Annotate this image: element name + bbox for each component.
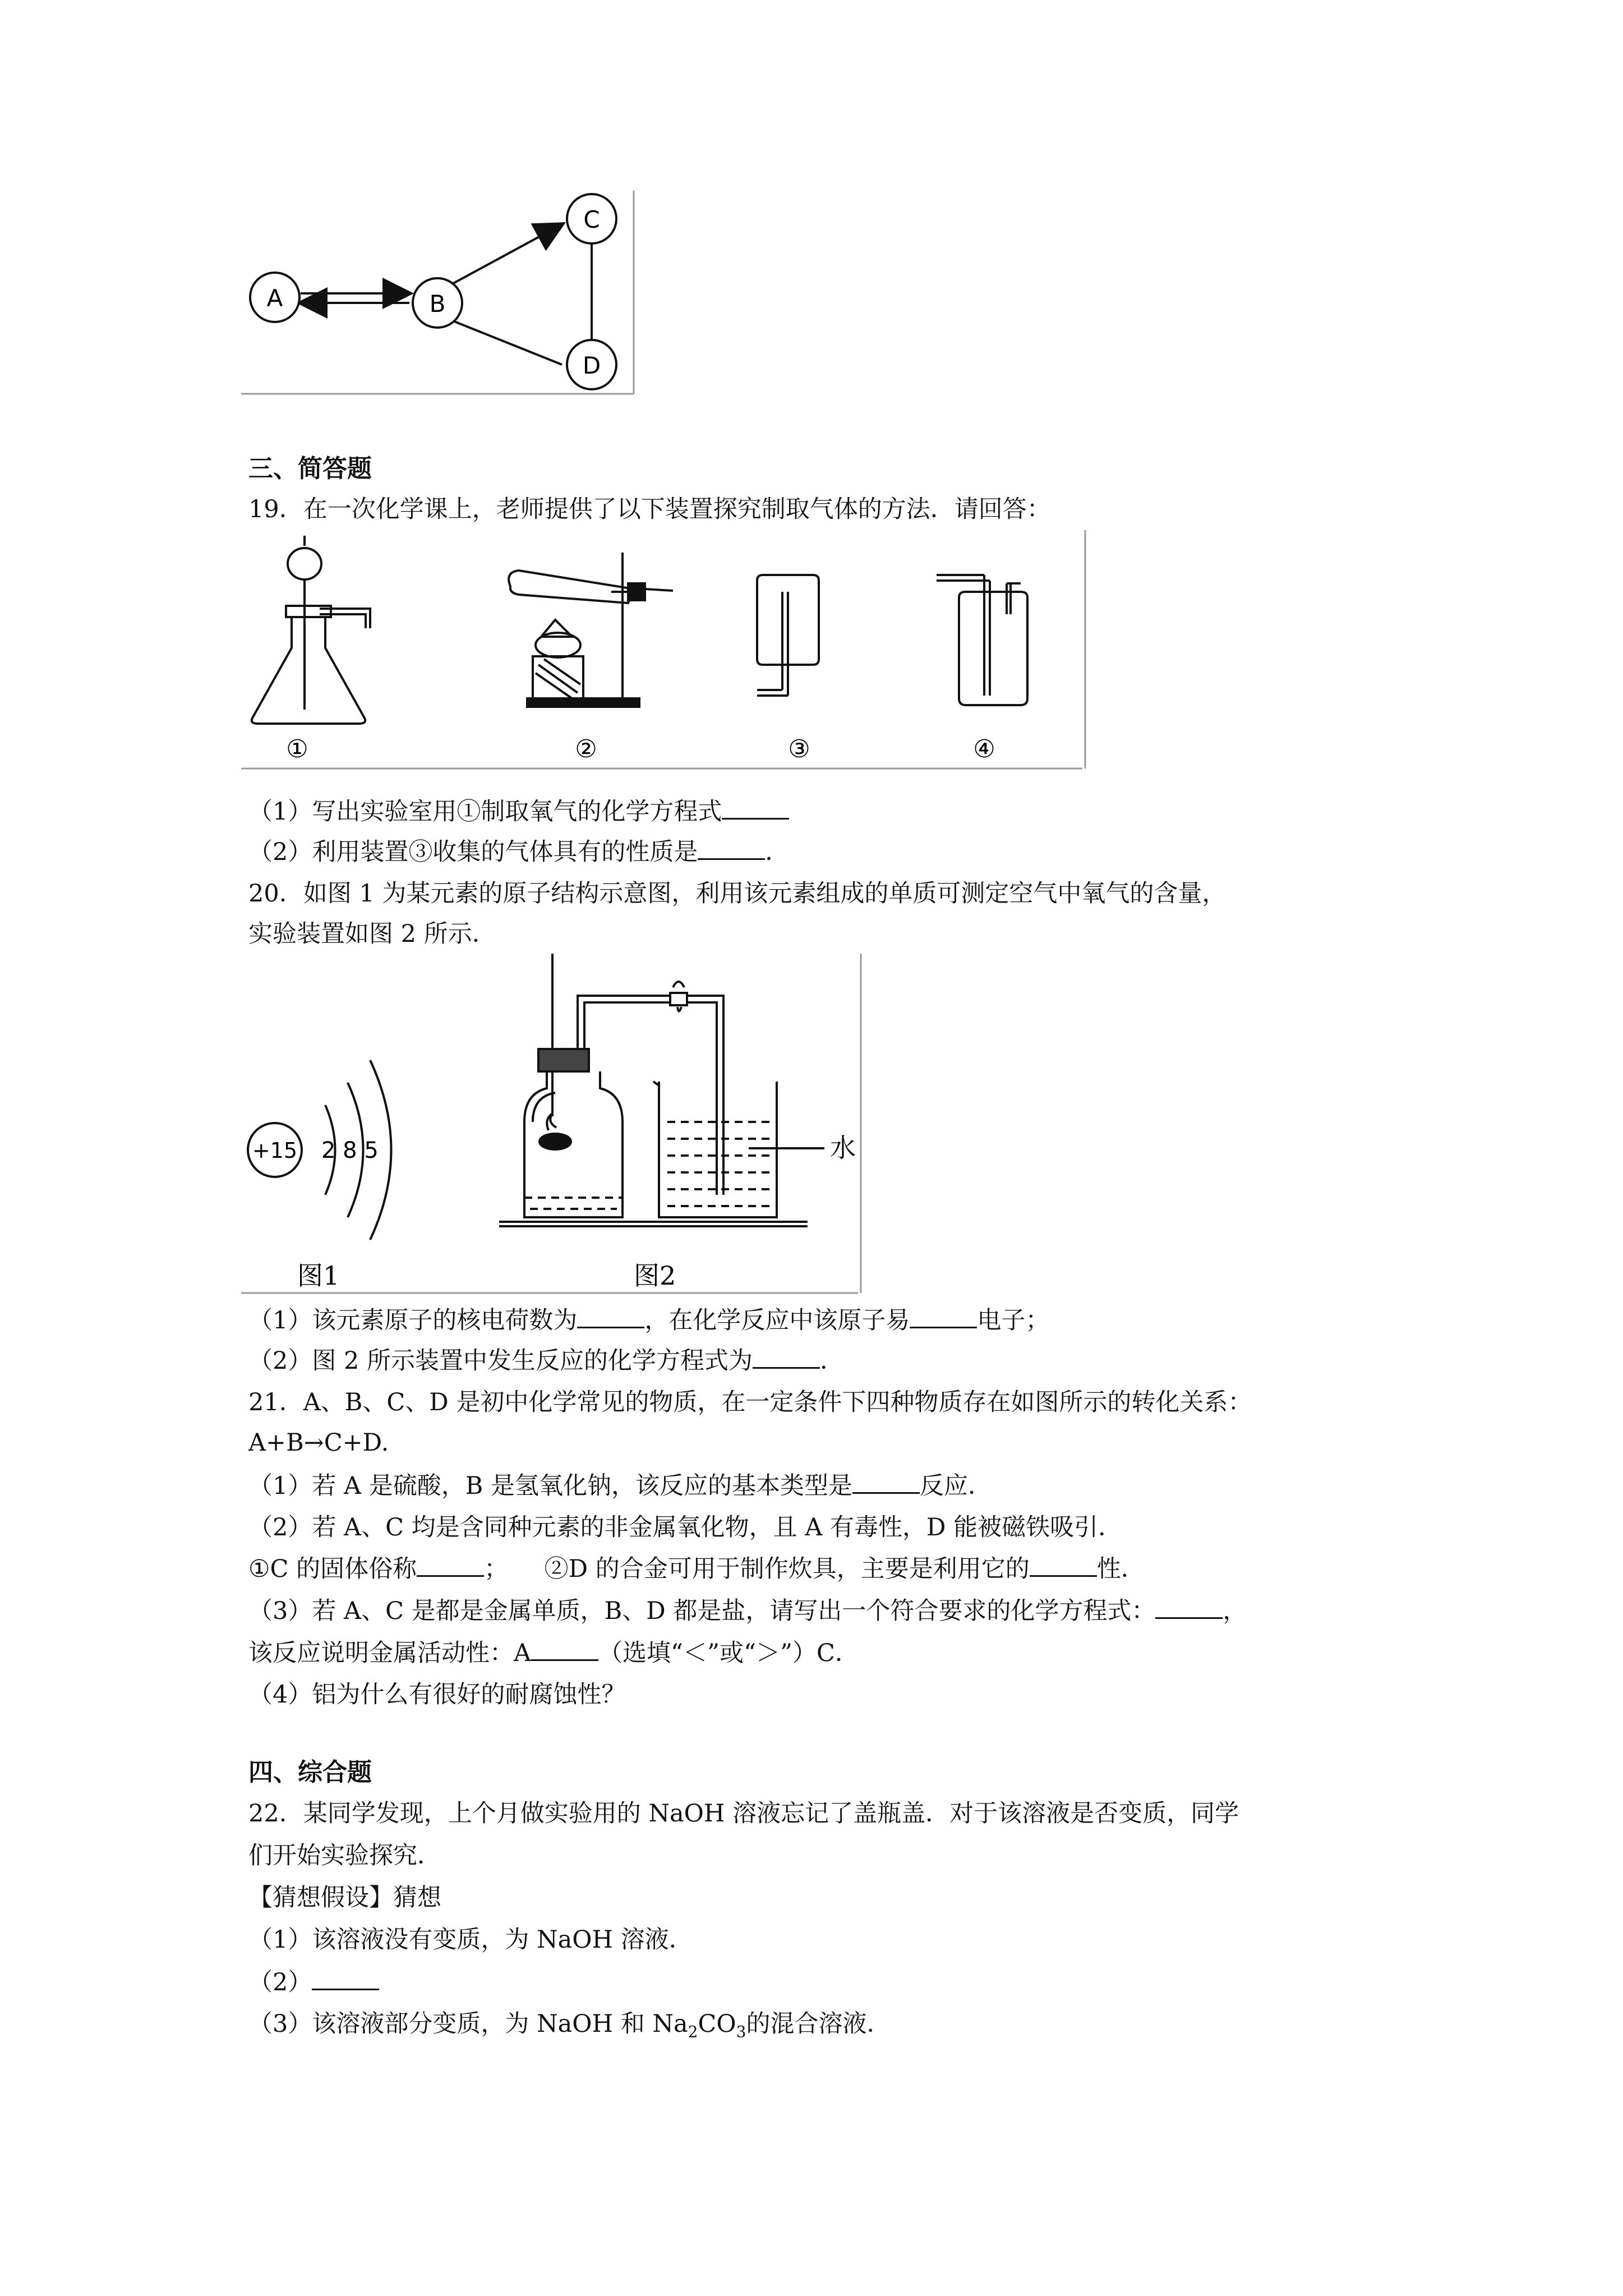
q20-part1: （1）该元素原子的核电荷数为 ，在化学反应中该原子易 电子； — [248, 1304, 1049, 1336]
abcd-relationship-diagram — [241, 191, 645, 398]
node-d-label: D — [582, 352, 601, 379]
q22-hyp-2: （2） — [248, 1966, 379, 1998]
section-title-4: 四、综合题 — [248, 1758, 372, 1787]
node-c-label: C — [583, 206, 600, 233]
q21-part3-cont: 该反应说明金属活动性：A （选填“＜”或“＞”）C． — [248, 1637, 859, 1669]
label-3: ③ — [788, 735, 810, 763]
q21-part1: （1）若 A 是硫酸，B 是氢氧化钠，该反应的基本类型是 反应． — [248, 1470, 992, 1502]
q21-stem-2: A+B→C+D. — [248, 1429, 389, 1457]
gas-bottle-apparatus — [937, 575, 1027, 705]
oxygen-measurement-apparatus — [499, 954, 824, 1226]
q20-figure — [241, 954, 869, 1296]
q19-apparatus-figure — [241, 530, 1099, 777]
section-title-3: 三、简答题 — [248, 454, 372, 483]
q21-part2-sub: ①C 的固体俗称 ； ②D 的合金可用于制作炊具，主要是利用它的 性． — [248, 1553, 1145, 1585]
label-1: ① — [286, 735, 308, 763]
inverted-bottle-apparatus — [757, 575, 819, 696]
q19-part2: （2）利用装置③收集的气体具有的性质是 ． — [248, 836, 789, 868]
q22-hyp-3: （3）该溶液部分变质，为 NaOH 和 $Na_2CO_3$的混合溶液． — [248, 2010, 891, 2041]
q21-stem-1: 21．A、B、C、D 是初中化学常见的物质，在一定条件下四种物质存在如图所示的转化关系： — [248, 1388, 1252, 1416]
q22-hypothesis: 【猜想假设】猜想 — [248, 1884, 441, 1912]
fig2-label: 图2 — [634, 1260, 676, 1291]
label-4: ④ — [973, 735, 995, 763]
node-b-label: B — [429, 290, 446, 318]
water-label: 水 — [830, 1133, 856, 1163]
node-a-label: A — [266, 284, 283, 312]
test-tube-heating-apparatus — [509, 553, 673, 707]
q20-stem-2: 实验装置如图 2 所示． — [248, 920, 496, 948]
conical-flask-apparatus — [252, 536, 370, 724]
q22-stem-1: 22．某同学发现，上个月做实验用的 NaOH 溶液忘记了盖瓶盖．对于该溶液是否变质，同学 — [248, 1800, 1239, 1828]
q20-stem-1: 20．如图 1 为某元素的原子结构示意图，利用该元素组成的单质可测定空气中氧气的含量， — [248, 880, 1227, 908]
nucleus-charge: +15 — [252, 1138, 298, 1163]
q22-hyp-1: （1）该溶液没有变质，为 NaOH 溶液． — [248, 1926, 693, 1954]
q21-part2: （2）若 A、C 均是含同种元素的非金属氧化物，且 A 有毒性，D 能被磁铁吸引． — [248, 1513, 1123, 1542]
q21-part3: （3）若 A、C 是都是金属单质，B、D 都是盐，请写出一个符合要求的化学方程式： ， — [248, 1595, 1247, 1627]
fig1-label: 图1 — [297, 1260, 340, 1291]
q21-part4: （4）铝为什么有很好的耐腐蚀性？ — [248, 1681, 626, 1709]
q19-stem: 19．在一次化学课上，老师提供了以下装置探究制取气体的方法．请回答： — [248, 495, 1051, 523]
q22-stem-2: 们开始实验探究． — [248, 1842, 441, 1870]
q20-part2: （2）图 2 所示装置中发生反应的化学方程式为 ． — [248, 1345, 844, 1377]
label-2: ② — [575, 735, 597, 763]
q19-part1: （1）写出实验室用①制取氧气的化学方程式 — [248, 795, 789, 827]
electron-shells: 2 8 5 — [321, 1138, 379, 1163]
